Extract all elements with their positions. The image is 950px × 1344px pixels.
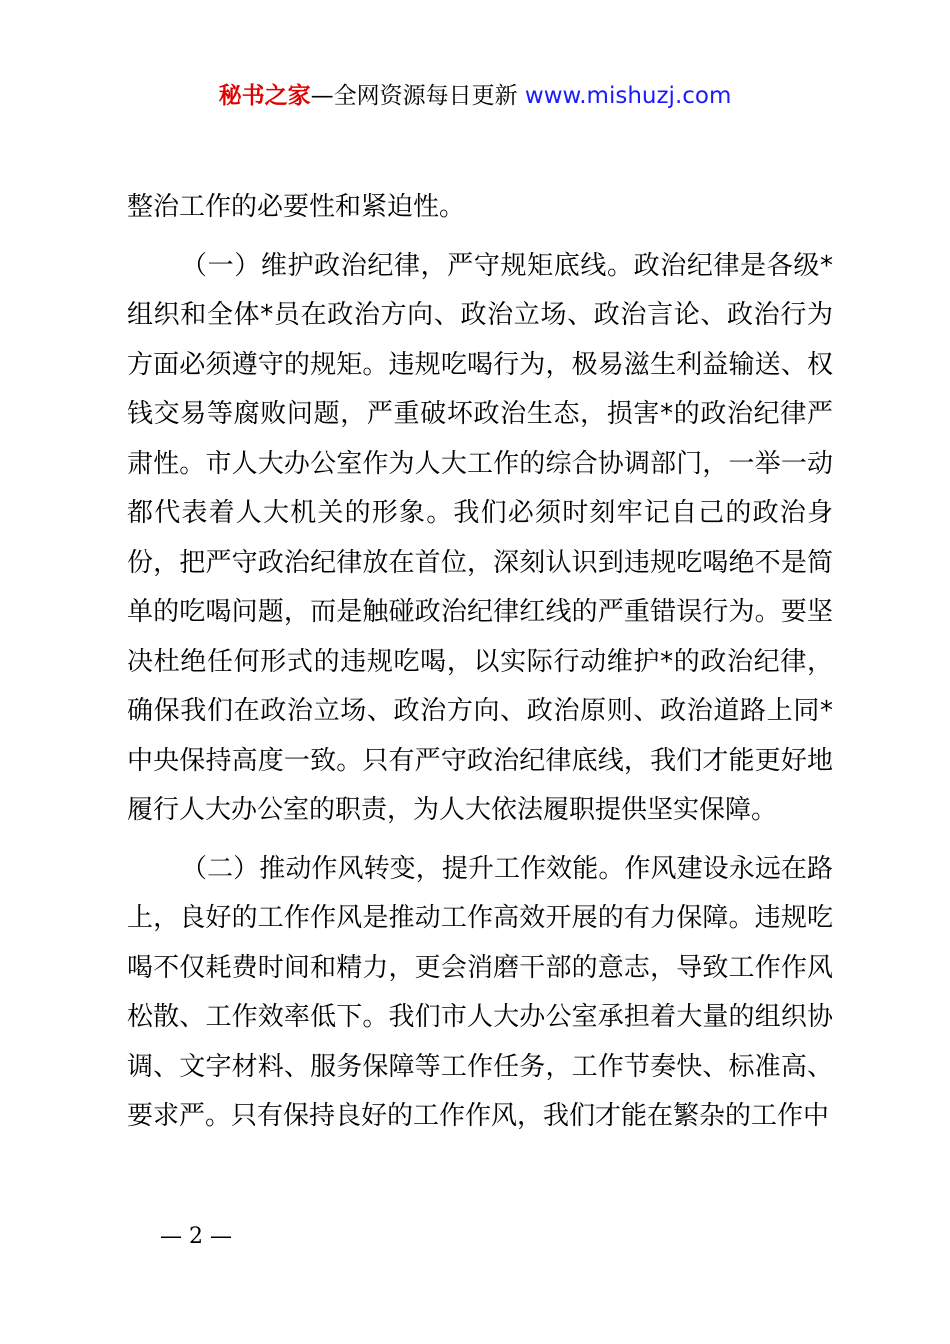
paragraph-section-2: （二）推动作风转变，提升工作效能。作风建设永远在路上，良好的工作作风是推动工作高效开展的有力保障。违规吃喝不仅耗费时间和精力，更会消磨干部的意志，导致工作作风松散、工作效率低下。我们市人大办公室承担着大量的组织协调、文字材料、服务保障等工作任务，工作节奏快、标准高、要求严。只有保持良好的工作作风，我们才能在繁杂的工作中 [127,853,833,1131]
site-header [0,80,950,112]
paragraph-section-1: （一）维护政治纪律，严守规矩底线。政治纪律是各级*组织和全体*员在政治方向、政治立场、政治言论、政治行为方面必须遵守的规矩。违规吃喝行为，极易滋生利益输送、权钱交易等腐败问题，严重破坏政治生态，损害*的政治纪律严肃性。市人大办公室作为人大工作的综合协调部门，一举一动都代表着人大机关的形象。我们必须时刻牢记自己的政治身份，把严守政治纪律放在首位，深刻认识到违规吃喝绝不是简单的吃喝问题，而是触碰政治纪律红线的严重错误行为。要坚决杜绝任何形式的违规吃喝，以实际行动维护*的政治纪律，确保我们在政治立场、政治方向、政治原则、政治道路上同*中央保持高度一致。只有严守政治纪律底线，我们才能更好地履行人大办公室的职责，为人大依法履职提供坚实保障。 [127,250,833,825]
page-number: — 2 — [160,1224,232,1249]
site-url-link[interactable]: www.mishuzj.com [524,83,732,109]
paragraph-continuation: 整治工作的必要性和紧迫性。 [127,192,466,222]
document-body [127,183,833,1142]
header-tagline: —全网资源每日更新 [310,83,518,109]
brand-name: 秘书之家 [218,83,311,109]
